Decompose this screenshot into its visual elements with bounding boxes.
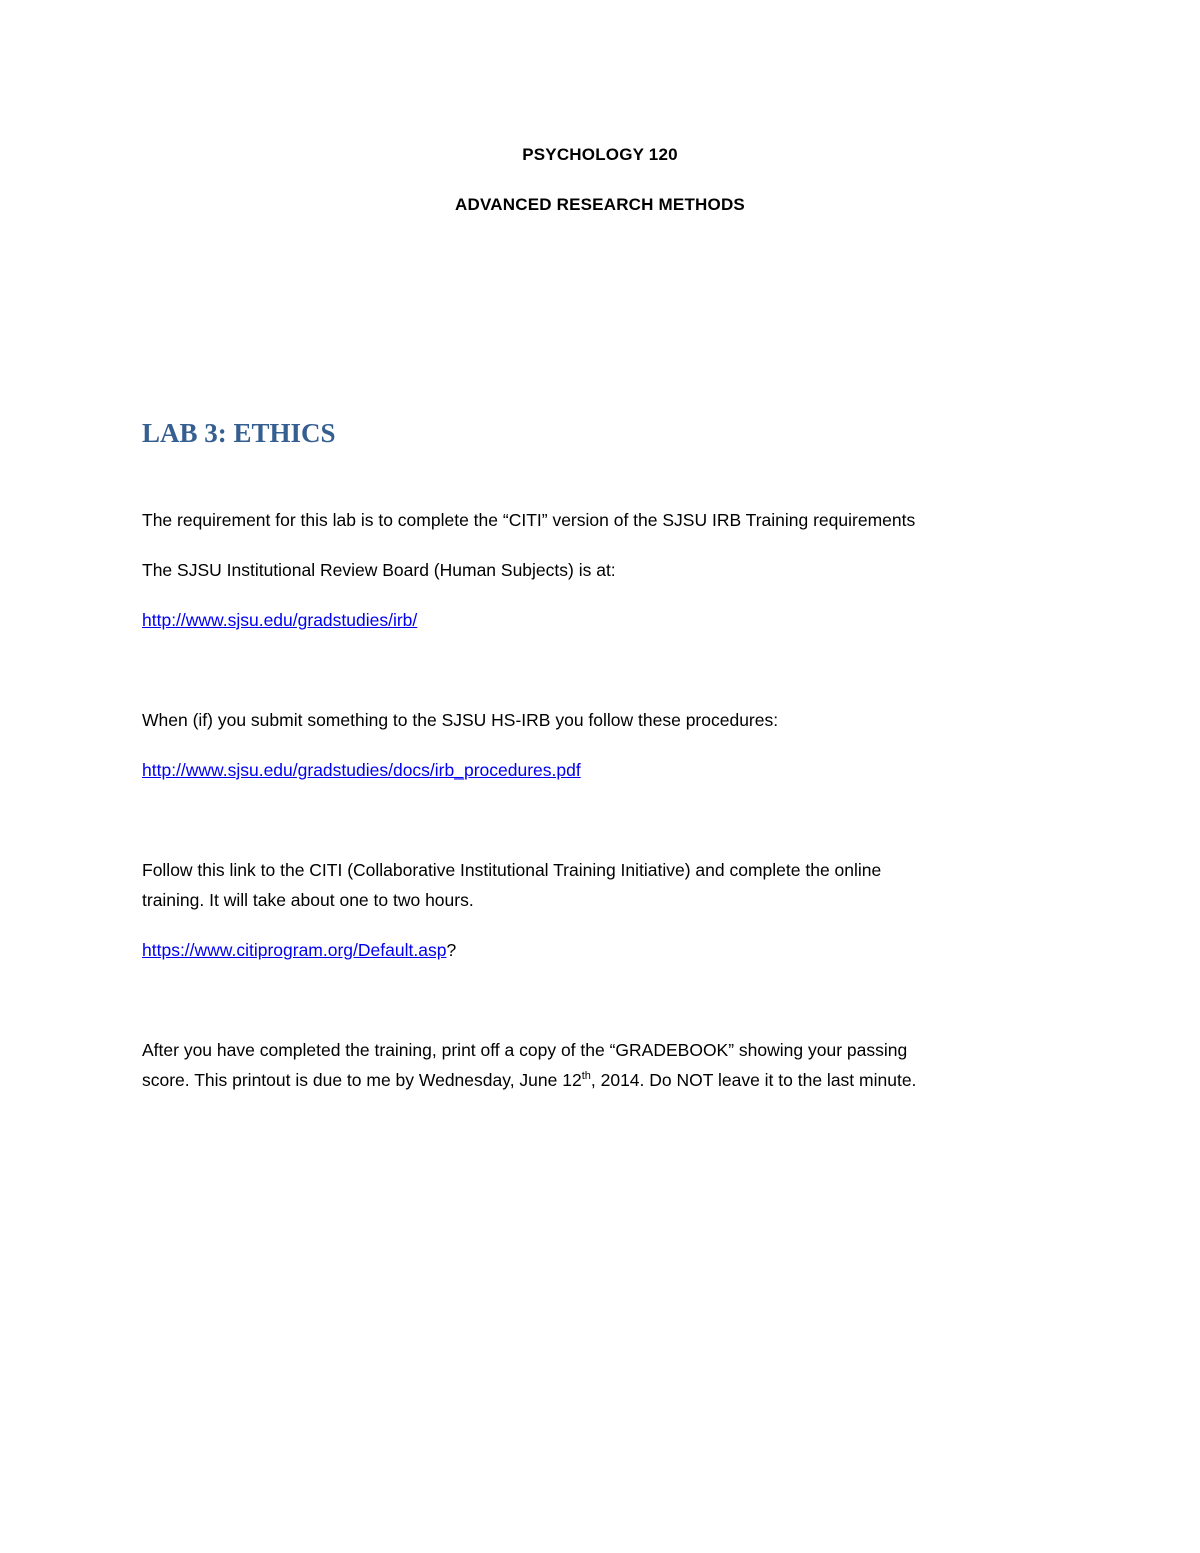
citi-paragraph [142, 855, 1042, 915]
citi-link[interactable]: https://www.citiprogram.org/Default.asp [142, 940, 447, 960]
course-title: ADVANCED RESEARCH METHODS [455, 195, 745, 214]
lab-heading: LAB 3: ETHICS [142, 418, 336, 448]
citi-line-1: Follow this link to the CITI (Collaborative Institutional Training Initiative) and complete the online [142, 860, 882, 880]
gradebook-line-2-end: , 2014. Do NOT leave it to the last minute. [590, 1070, 917, 1090]
irb-link-paragraph [142, 605, 1042, 635]
gradebook-paragraph [142, 1035, 1042, 1095]
course-code: PSYCHOLOGY 120 [522, 145, 678, 164]
gradebook-line-1: After you have completed the training, print off a copy of the “GRADEBOOK” showing your passing [142, 1040, 908, 1060]
ordinal-suffix: th [581, 1070, 591, 1083]
citi-line-2: training. It will take about one to two hours. [142, 890, 474, 910]
procedures-link-paragraph [142, 755, 1042, 785]
irb-intro-paragraph: The SJSU Institutional Review Board (Human Subjects) is at: [142, 560, 616, 580]
procedures-link[interactable]: http://www.sjsu.edu/gradstudies/docs/irb_procedures.pdf [142, 760, 581, 780]
procedures-paragraph: When (if) you submit something to the SJSU HS-IRB you follow these procedures: [142, 710, 779, 730]
gradebook-line-2-start: score. This printout is due to me by Wednesday, June 12 [142, 1070, 582, 1090]
citi-link-suffix: ? [446, 940, 457, 960]
requirement-paragraph: The requirement for this lab is to complete the “CITI” version of the SJSU IRB Training requirements [142, 510, 916, 530]
irb-link[interactable]: http://www.sjsu.edu/gradstudies/irb/ [142, 610, 418, 630]
citi-link-paragraph [142, 935, 1042, 965]
